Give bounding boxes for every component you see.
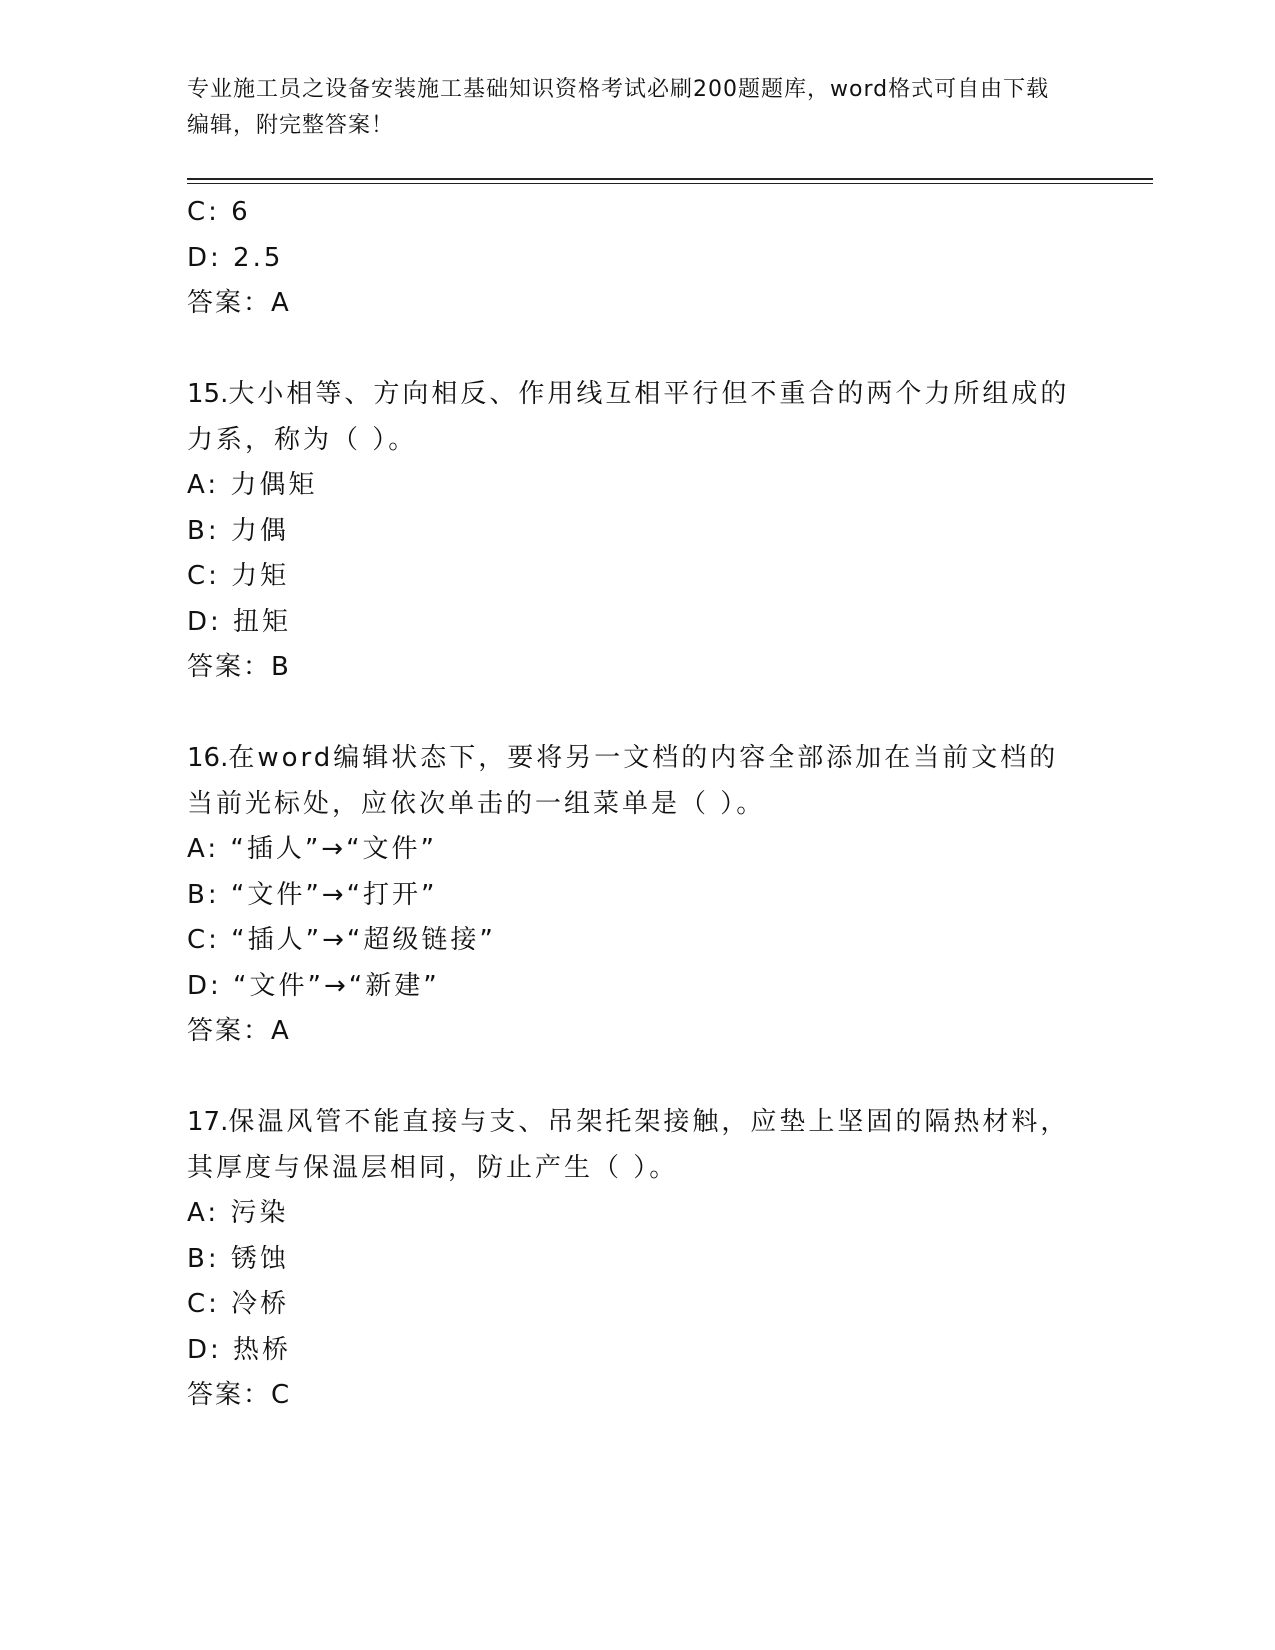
option-c: C: 6 [187,197,251,227]
answer-line: 答案：A [187,288,291,318]
option-d: D: 2.5 [187,242,284,273]
question-16 [187,736,1087,1055]
option-b: B: 锈蚀 [187,1243,289,1274]
option-d: D: 热桥 [187,1334,292,1365]
option-c: C: 力矩 [187,561,290,591]
question-stem-text: 保温风管不能直接与支、吊架托架接触，应垫上坚固的隔热材料， [228,1107,1070,1137]
question-stem-text: 大小相等、方向相反、作用线互相平行但不重合的两个力所组成的 [228,379,1070,409]
answer-line: 答案：A [187,1016,291,1046]
option-b: B: “文件”→“打开” [187,879,438,910]
document-header: 专业施工员之设备安装施工基础知识资格考试必刷200题题库，word格式可自由下载编辑，附完整答案！ [187,77,1050,138]
question-stem-line1 [187,1100,1087,1146]
question-stem-line2: 其厚度与保温层相同，防止产生（ ）。 [187,1152,679,1183]
question-stem-line2: 力系，称为（ ）。 [187,424,418,455]
question-17 [187,1100,1087,1419]
option-c: C: 冷桥 [187,1289,290,1319]
option-a: A: 力偶矩 [187,470,318,500]
question-number: 16. [187,743,229,773]
option-b: B: 力偶 [187,515,289,546]
question-stem-text: 在word编辑状态下，要将另一文档的内容全部添加在当前文档的 [228,743,1059,773]
question-list [187,190,1087,1419]
answer-line: 答案：C [187,1380,292,1410]
option-a: A: “插人”→“文件” [187,834,438,864]
question-number: 17. [187,1107,229,1137]
answer-line: 答案：B [187,652,291,682]
spacer [187,691,1087,737]
question-stem-line2: 当前光标处，应依次单击的一组菜单是（ ）。 [187,788,766,819]
spacer [187,1055,1087,1101]
option-d: D: 扭矩 [187,606,292,637]
question-stem-line1 [187,736,1087,782]
option-c: C: “插人”→“超级链接” [187,925,496,955]
question-number: 15. [187,379,229,409]
option-a: A: 污染 [187,1198,289,1228]
option-d: D: “文件”→“新建” [187,970,440,1001]
question-15 [187,372,1087,691]
question-stem-line1 [187,372,1087,418]
spacer [187,327,1087,373]
header-divider [187,178,1153,184]
